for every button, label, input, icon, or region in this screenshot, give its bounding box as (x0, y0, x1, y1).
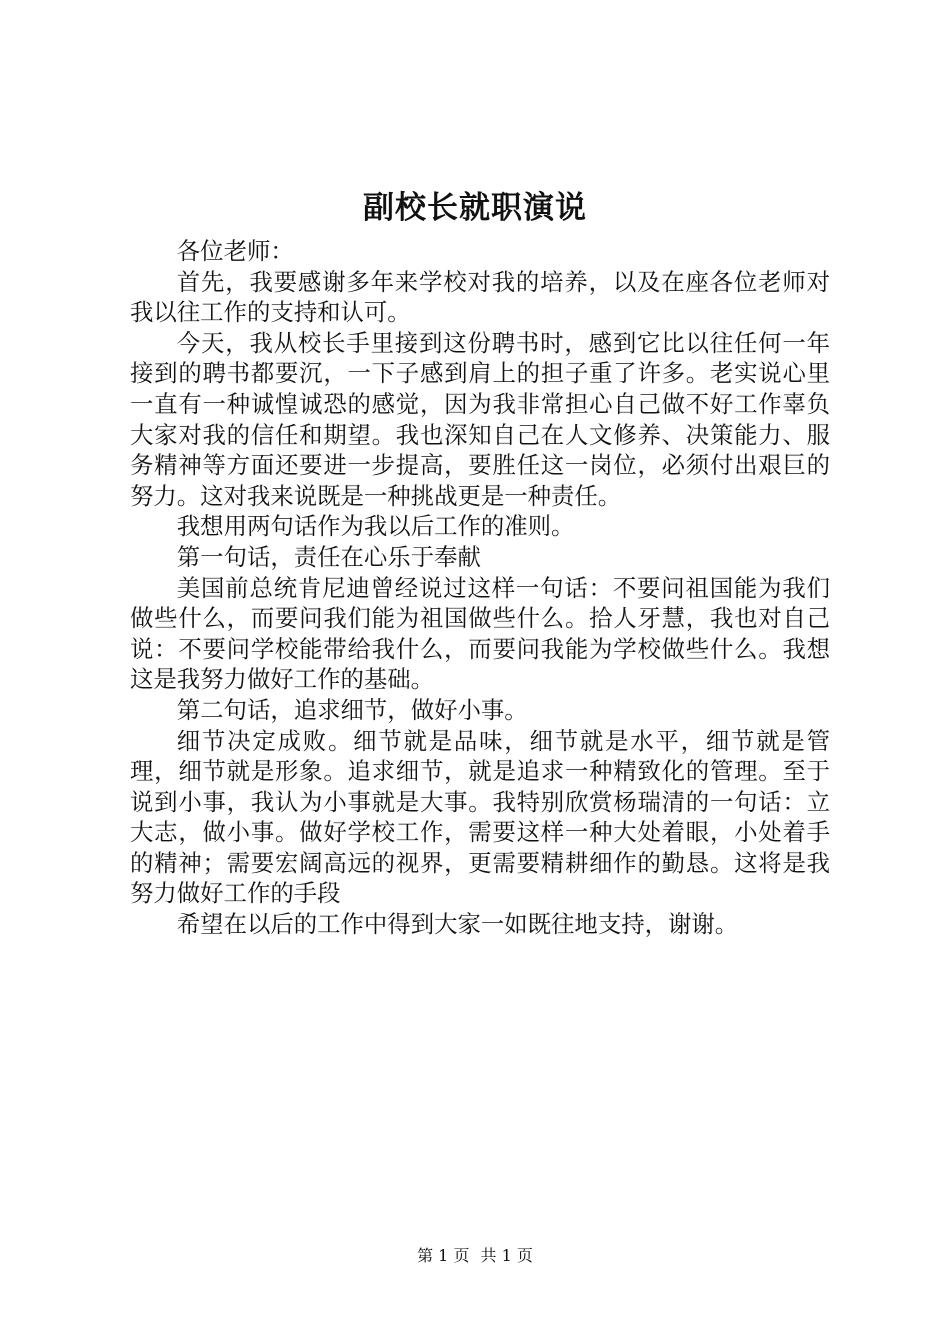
paragraph: 今天，我从校长手里接到这份聘书时，感到它比以往任何一年接到的聘书都要沉，一下子感到肩上的担子重了许多。老实说心里一直有一种诚惶诚恐的感觉，因为我非常担心自己做不好工作辜负大家对我的信任和期望。我也深知自己在人文修养、决策能力、服务精神等方面还要进一步提高，要胜任这一岗位，必须付出艰巨的努力。这对我来说既是一种挑战更是一种责任。 (130, 328, 830, 510)
document-title: 副校长就职演说 (363, 190, 587, 226)
page-footer (0, 1245, 950, 1267)
paragraph-greeting: 各位老师： (176, 237, 294, 265)
paragraph: 首先，我要感谢多年来学校对我的培养，以及在座各位老师对我以往工作的支持和认可。 (130, 267, 830, 327)
document-body (130, 236, 830, 940)
page-total: 共 1 页 (480, 1246, 533, 1265)
paragraph-closing: 希望在以后的工作中得到大家一如既往地支持，谢谢。 (176, 910, 739, 939)
paragraph: 细节决定成败。细节就是品味，细节就是水平，细节就是管理，细节就是形象。追求细节，就是追求一种精致化的管理。至于说到小事，我认为小事就是大事。我特别欣赏杨瑞清的一句话：立大志，做小事。做好学校工作，需要这样一种大处着眼，小处着手的精神；需要宏阔高远的视界，更需要精耕细作的勤恳。这将是我努力做好工作的手段 (130, 726, 830, 908)
paragraph: 我想用两句话作为我以后工作的准则。 (176, 512, 575, 541)
paragraph-heading: 第一句话，责任在心乐于奉献 (176, 542, 481, 571)
paragraph-heading: 第二句话，追求细节，做好小事。 (176, 695, 528, 724)
paragraph: 美国前总统肯尼迪曾经说过这样一句话：不要问祖国能为我们做些什么，而要问我们能为祖国做些什么。拾人牙慧，我也对自己说：不要问学校能带给我什么，而要问我能为学校做些什么。我想这是我努力做好工作的基础。 (130, 573, 830, 694)
page-number: 第 1 页 (417, 1246, 470, 1265)
